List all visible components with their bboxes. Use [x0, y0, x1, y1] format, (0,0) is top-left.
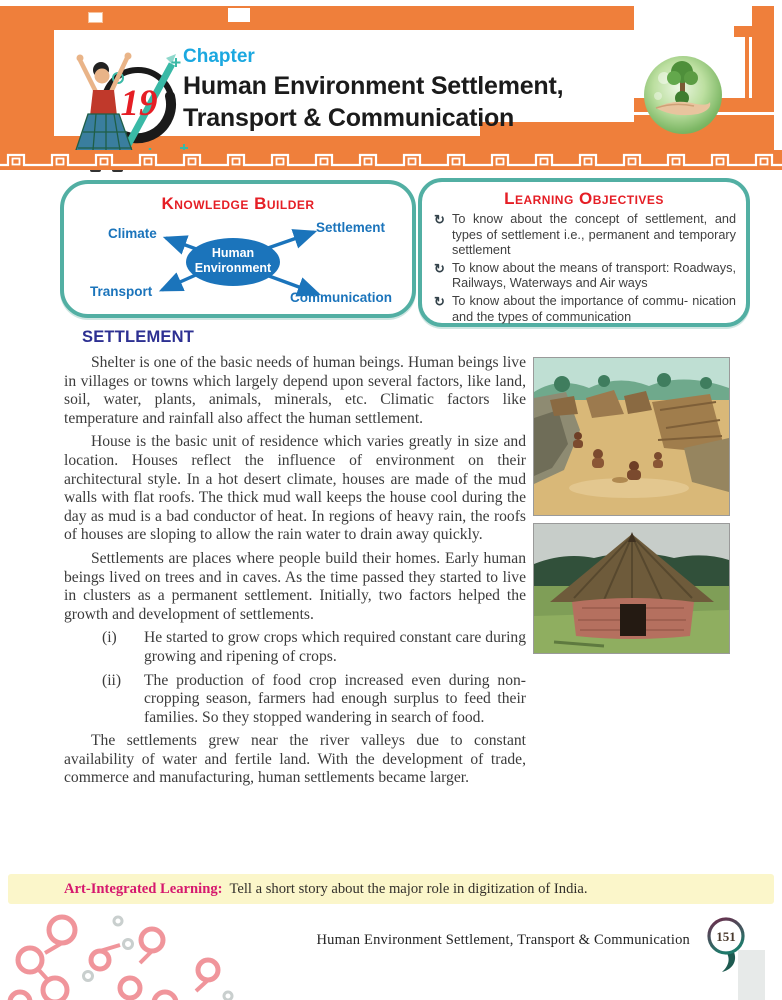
objective-text: To know about the importance of commu- nication and the types of communication	[452, 293, 736, 324]
chapter-label: Chapter	[183, 46, 255, 67]
body-text-column	[64, 354, 526, 793]
settlement-section	[64, 328, 732, 793]
paragraph: Shelter is one of the basic needs of human beings. Human beings live in villages or towns which largely depend upon several factors, like land, soil, water, plants, animals, minerals, etc. Climatic factors like temperature and rainfall also affect the human settlement.	[64, 354, 526, 427]
molecule-decoration	[0, 903, 245, 1000]
list-item-text: He started to grow crops which required constant care during growing and ripening of crops.	[144, 629, 526, 665]
paragraph: Settlements are places where people build their homes. Early human beings lived on trees and in caves. As the time passed they started to live in clusters as a permanent settlement. Initially, two factors helped the growth and development of settlements.	[64, 549, 526, 623]
circular-arrow-bullet-icon: ↻	[434, 260, 445, 276]
learning-objectives-list	[434, 212, 736, 325]
circular-arrow-bullet-icon: ↻	[434, 212, 445, 227]
mindmap-node-settlement: Settlement	[316, 220, 386, 235]
objective-item	[434, 261, 736, 292]
footer-running-title: Human Environment Settlement, Transport & Communication	[316, 932, 690, 948]
chapter-header	[0, 0, 782, 172]
list-item-label: (ii)	[102, 671, 122, 689]
paragraph: House is the basic unit of residence which varies greatly in size and location. Houses reflect the influence of environment on their architectural style. In a hot desert climate, houses are made of the mud walls with flat roofs. The thick mud wall keeps the house cool during the day as mud is a bad conductor of heat. In regions of heavy rain, the roofs of houses are sloping to allow the rain water to drain away quickly.	[64, 433, 526, 544]
objective-item	[434, 294, 736, 325]
list-item-text: The production of food crop increased even during non-cropping season, farmers had enough surplus to feed their families. So they stopped wandering in search of food.	[144, 671, 526, 726]
list-item	[102, 672, 526, 728]
knowledge-builder-title: Knowledge Builder	[161, 194, 315, 213]
mindmap-node-communication: Communication	[290, 290, 393, 305]
mindmap-node-transport: Transport	[90, 284, 153, 299]
chapter-number: 19	[120, 83, 158, 124]
meander-border	[0, 150, 782, 170]
learning-objectives-title: Learning Objectives	[504, 189, 664, 208]
objective-text: To know about the concept of settlement, and types of settlement i.e., permanent and temporary settlement	[452, 212, 736, 258]
mindmap-center-node	[186, 238, 280, 286]
page-number-badge	[702, 914, 754, 978]
list-item	[102, 629, 526, 666]
list-item-label: (i)	[102, 629, 117, 647]
section-heading: SETTLEMENT	[82, 328, 194, 346]
page-title-line1: Human Environment Settlement,	[183, 72, 564, 100]
art-integrated-learning-bar	[8, 874, 774, 904]
knowledge-builder-box	[60, 180, 416, 318]
learning-objectives-box	[418, 178, 750, 327]
mindmap-node-climate: Climate	[108, 226, 157, 241]
art-integrated-text: Tell a short story about the major role in digitization of India.	[229, 880, 588, 897]
objective-item	[434, 212, 736, 259]
objective-text: To know about the means of transport: Roadways, Railways, Waterways and Air ways	[452, 260, 736, 291]
hand-holding-tree-photo	[644, 56, 722, 134]
center-node-line2: Environment	[194, 261, 272, 275]
paragraph: The settlements grew near the river valleys due to constant availability of water and fertile land. With the development of trade, commerce and manufacturing, human settlements became larger.	[64, 732, 526, 787]
early-settlement-image	[533, 357, 730, 516]
page-number: 151	[716, 929, 736, 944]
circular-arrow-bullet-icon: ↻	[434, 293, 445, 309]
center-node-line1: Human	[211, 246, 255, 260]
art-integrated-label: Art-Integrated Learning:	[64, 880, 223, 897]
page-title-line2: Transport & Communication	[183, 104, 515, 132]
image-column	[533, 357, 730, 793]
thatched-hut-image	[533, 523, 730, 654]
